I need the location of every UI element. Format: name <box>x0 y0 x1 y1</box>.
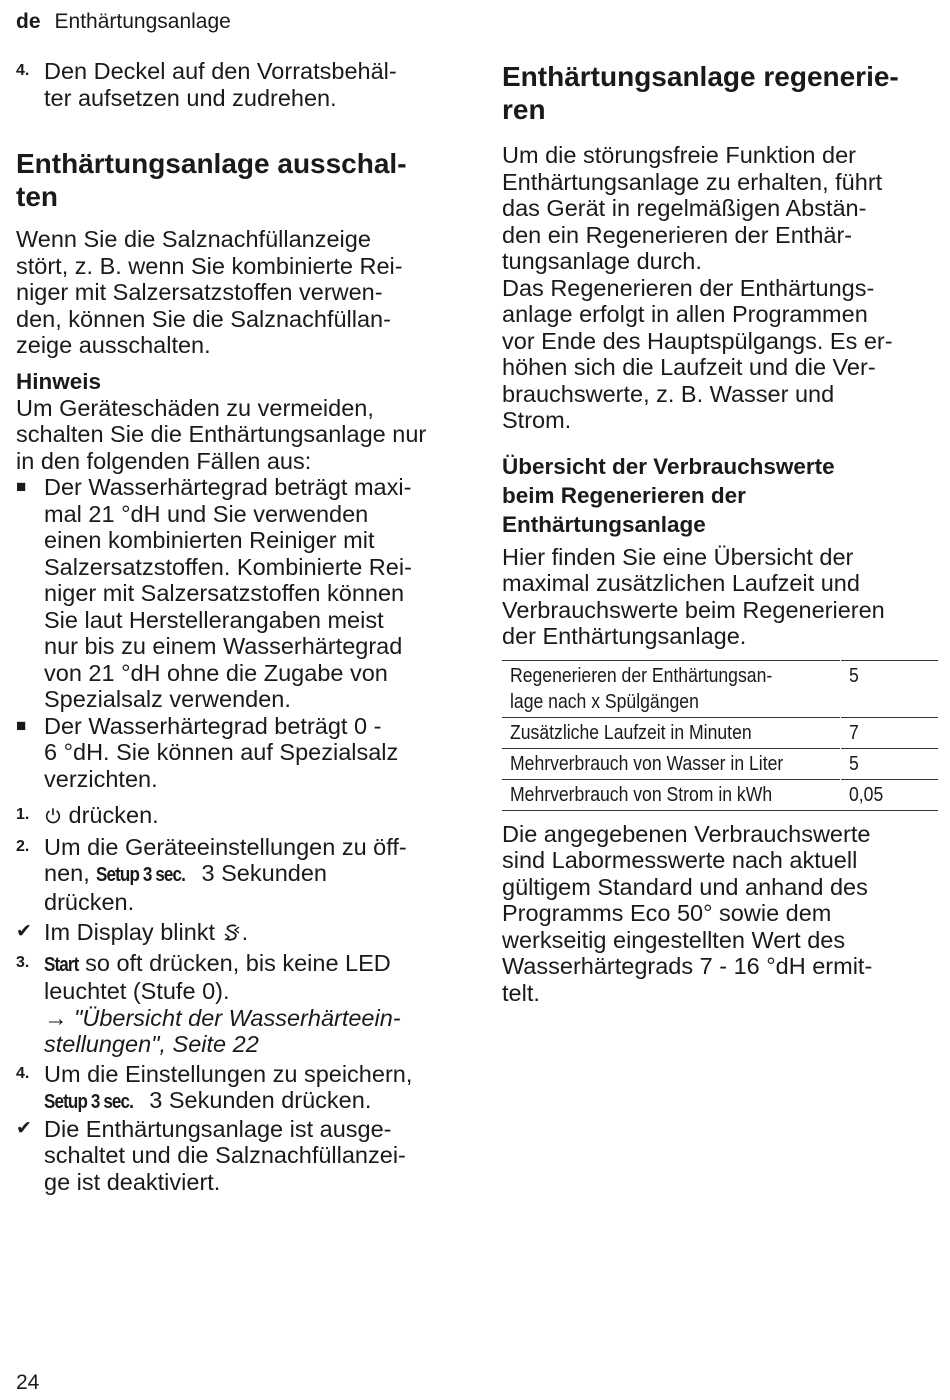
text-part: . <box>241 919 249 945</box>
table-cell-value <box>841 748 939 779</box>
text-part: so oft drücken, bis keine LED <box>78 949 391 976</box>
text-line: Enthärtungsanlage zu erhalten, führt <box>502 168 883 195</box>
step-number: 4. <box>16 1064 30 1082</box>
text-line: niger mit Salzersatzstoffen verwen- <box>16 279 383 305</box>
section-title-ausschalten <box>16 147 456 213</box>
step-3 <box>16 950 456 1058</box>
text-line: ge ist deaktiviert. <box>44 1168 221 1195</box>
table-row <box>502 660 938 717</box>
title-line: Übersicht der Verbrauchswerte <box>502 453 835 479</box>
step-number: 4. <box>16 62 30 79</box>
table-cell-label <box>502 660 841 717</box>
text-line: brauchswerte, z. B. Wasser und <box>502 380 835 407</box>
label-line: Mehrverbrauch von Strom in kWh <box>510 783 773 806</box>
square-bullet-icon: ■ <box>16 715 27 735</box>
checkmark-icon: ✔ <box>16 1117 32 1139</box>
text-line: Das Regenerieren der Enthärtungs- <box>502 274 875 301</box>
text-line <box>44 1087 456 1116</box>
text-line: einen kombinierten Reiniger mit <box>44 527 375 553</box>
bullet-item <box>16 713 456 793</box>
step-text <box>44 834 456 916</box>
text-line: schalten Sie die Enthärtungsanlage nur <box>16 421 427 447</box>
start-key-label: Start <box>44 953 79 976</box>
text-line: nur bis zu einem Wasserhärtegrad <box>44 633 403 659</box>
text-line: anlage erfolgt in allen Programmen <box>502 301 868 327</box>
value-text: 5 <box>849 664 859 687</box>
text-line: gültigem Standard und anhand des <box>502 873 868 900</box>
text-line: Die Enthärtungsanlage ist ausge- <box>44 1115 392 1142</box>
result-1 <box>16 919 456 946</box>
text-line: Sie laut Herstellerangaben meist <box>44 606 384 633</box>
section-title-regenerieren <box>502 60 940 126</box>
setup-key-label: Setup 3 sec. <box>44 1091 134 1113</box>
text-line: Um die störungsfreie Funktion der <box>502 142 856 168</box>
text-line: 6 °dH. Sie können auf Spezialsalz <box>44 739 399 765</box>
hinweis-title: Hinweis <box>16 368 102 394</box>
text-part: nen, <box>44 860 97 886</box>
setup-key-label: Setup 3 sec. <box>96 864 186 886</box>
text-line: Um die Einstellungen zu speichern, <box>44 1060 413 1087</box>
text-line: den, können Sie die Salznachfüllan- <box>16 305 391 332</box>
text-line <box>44 950 456 979</box>
title-line: beim Regenerieren der <box>502 482 746 508</box>
table-cell-value <box>841 779 939 810</box>
title-line: Enthärtungsanlage regenerie- <box>502 61 899 92</box>
table-row <box>502 779 938 810</box>
text-part: Im Display blinkt <box>44 919 222 945</box>
result-text <box>44 919 456 946</box>
left-column <box>16 58 456 1195</box>
text-line: Wasserhärtegrads 7 - 16 °dH ermit- <box>502 953 873 979</box>
text-line: niger mit Salzersatzstoffen können <box>44 580 405 606</box>
text-part: 3 Sekunden <box>195 860 327 886</box>
text-line: schaltet und die Salznachfüllanzei- <box>44 1142 406 1168</box>
title-line: Enthärtungsanlage ausschal- <box>16 148 407 179</box>
step-label: drücken. <box>62 802 159 828</box>
table-row <box>502 717 938 748</box>
paragraph-overview <box>502 544 940 650</box>
text-line: Strom. <box>502 407 572 433</box>
text-line: werkseitig eingestellten Wert des <box>502 926 846 953</box>
step-text <box>44 1061 456 1116</box>
text-line: Der Wasserhärtegrad beträgt 0 - <box>44 712 382 739</box>
text-line: sind Labormesswerte nach aktuell <box>502 847 858 873</box>
bullet-text <box>44 713 456 793</box>
salt-refill-icon <box>222 923 242 943</box>
text-line: Salzersatzstoffen. Kombinierte Rei- <box>44 553 412 580</box>
text-line: Programms Eco 50° sowie dem <box>502 900 832 926</box>
text-line: drücken. <box>44 888 135 915</box>
step-number: 2. <box>16 837 30 855</box>
text-line: von 21 °dH ohne die Zugabe von <box>44 659 388 686</box>
text-line: zeige ausschalten. <box>16 332 211 358</box>
table-cell-value <box>841 717 939 748</box>
label-line: Mehrverbrauch von Wasser in Liter <box>510 752 784 775</box>
text-line: höhen sich die Laufzeit und die Ver- <box>502 354 876 380</box>
label-line: Zusätzliche Laufzeit in Minuten <box>510 721 752 744</box>
text-line: maximal zusätzlichen Laufzeit und <box>502 570 860 596</box>
text-line: leuchtet (Stufe 0). <box>44 978 230 1004</box>
cross-reference <box>44 1005 456 1032</box>
text-line: in den folgenden Fällen aus: <box>16 447 312 474</box>
label-line: lage nach x Spülgängen <box>510 690 699 713</box>
text-line: tungsanlage durch. <box>502 248 702 274</box>
step-1 <box>16 802 456 829</box>
text-line: vor Ende des Hauptspülgangs. Es er- <box>502 327 893 354</box>
right-column <box>502 58 940 1006</box>
text-part: 3 Sekunden drücken. <box>142 1087 372 1113</box>
header-title: Enthärtungsanlage <box>54 10 231 33</box>
language-tag: de <box>16 10 41 33</box>
arrow-right-icon: → <box>44 1004 68 1031</box>
step-4-save <box>16 1061 456 1116</box>
text-line: Die angegebenen Verbrauchswerte <box>502 820 871 847</box>
step-number: 3. <box>16 953 30 971</box>
text-line: der Enthärtungsanlage. <box>502 623 747 649</box>
table-cell-label <box>502 717 841 748</box>
label-line: Regenerieren der Enthärtungsan- <box>510 664 773 687</box>
hinweis-text <box>16 395 456 475</box>
title-line: Enthärtungsanlage <box>502 511 706 537</box>
step-text <box>44 950 456 1058</box>
result-text <box>44 1116 456 1196</box>
text-line: stört, z. B. wenn Sie kombinierte Rei- <box>16 252 403 279</box>
bullet-item <box>16 474 456 713</box>
text-line: Der Wasserhärtegrad beträgt maxi- <box>44 474 412 500</box>
square-bullet-icon: ■ <box>16 477 27 496</box>
title-line: ren <box>502 94 546 125</box>
table-cell-value <box>841 660 939 717</box>
title-line: ten <box>16 181 58 212</box>
text-line: mal 21 °dH und Sie verwenden <box>44 500 369 527</box>
text-line: telt. <box>502 979 540 1006</box>
text-line: Um Geräteschäden zu vermeiden, <box>16 394 374 421</box>
value-text: 5 <box>849 752 859 775</box>
step-4-lid <box>16 58 456 111</box>
text-line: Um die Geräteeinstellungen zu öff- <box>44 833 407 860</box>
text-line: Den Deckel auf den Vorratsbehäl- <box>44 58 397 84</box>
bullet-text <box>44 474 456 713</box>
text-line: Spezialsalz verwenden. <box>44 686 291 712</box>
step-2 <box>16 834 456 916</box>
intro-paragraph <box>16 226 456 359</box>
page-header <box>16 9 231 35</box>
text-line: Wenn Sie die Salznachfüllanzeige <box>16 226 371 252</box>
cross-reference-line: stellungen", Seite 22 <box>44 1031 259 1057</box>
checkmark-icon: ✔ <box>16 921 32 942</box>
text-line: verzichten. <box>44 765 158 792</box>
text-line: den ein Regenerieren der Enthär- <box>502 221 853 248</box>
value-text: 7 <box>849 721 859 744</box>
consumption-table <box>502 660 938 811</box>
paragraph-lab-values <box>502 821 940 1007</box>
subsection-title-consumption <box>502 452 940 539</box>
text-line: das Gerät in regelmäßigen Abstän- <box>502 195 867 221</box>
result-2 <box>16 1116 456 1196</box>
step-number: 1. <box>16 806 30 823</box>
power-icon <box>44 807 62 825</box>
text-line: Hier finden Sie eine Übersicht der <box>502 543 854 570</box>
table-row <box>502 748 938 779</box>
text-line: ter aufsetzen und zudrehen. <box>44 84 337 111</box>
step-text <box>44 802 456 829</box>
text-line: Verbrauchswerte beim Regenerieren <box>502 596 885 623</box>
paragraph-process <box>502 275 940 434</box>
text-part: "Übersicht der Wasserhärteein- <box>67 1004 401 1031</box>
table-cell-label <box>502 748 841 779</box>
page-number: 24 <box>16 1371 40 1394</box>
paragraph-function <box>502 142 940 275</box>
text-line <box>44 860 456 889</box>
value-text: 0,05 <box>849 783 884 806</box>
table-cell-label <box>502 779 841 810</box>
step-text <box>44 58 456 111</box>
